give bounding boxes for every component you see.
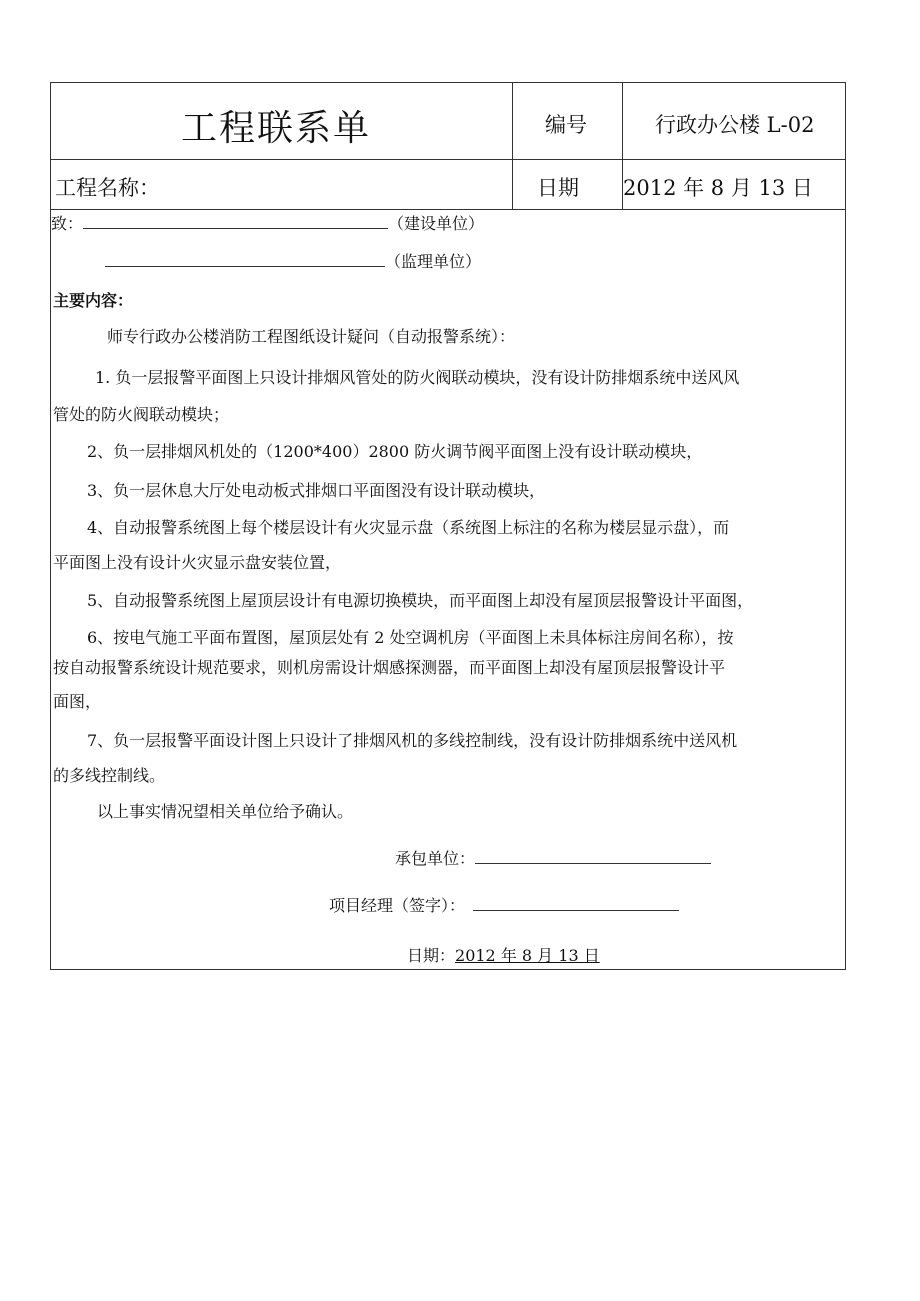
supervisor-unit-blank [105,250,385,267]
content-heading: 主要内容： [53,291,134,310]
owner-unit-label: （建设单位） [388,214,485,233]
number-label: 编号 [545,113,587,137]
content-intro: 师专行政办公楼消防工程图纸设计疑问（自动报警系统）： [107,327,516,346]
form-title: 工程联系单 [181,108,372,149]
supervisor-line [105,249,481,272]
contractor-line [395,846,711,869]
item-1-line-2: 管处的防火阀联动模块； [53,405,230,424]
item-6-line-2: 按自动报警系统设计规范要求，则机房需设计烟感探测器，而平面图上却没有屋顶层报警设计平 [53,658,726,677]
supervisor-unit-label: （监理单位） [385,252,482,271]
sign-date-value: 2012 年 8 月 13 日 [455,946,600,965]
date-label: 日期 [537,176,579,200]
to-line [51,211,484,234]
column-divider-1 [512,83,513,209]
owner-unit-blank [83,212,388,229]
header-bottom-divider [51,209,845,210]
number-value: 行政办公楼 L-02 [655,113,815,137]
item-2-line-1: 2、负一层排烟风机处的（1200*400）2800 防火调节阀平面图上没有设计联动模块， [87,442,703,461]
item-3-line-1: 3、负一层休息大厅处电动板式排烟口平面图没有设计联动模块， [87,481,546,500]
item-7-line-1: 7、负一层报警平面设计图上只设计了排烟风机的多线控制线，没有设计防排烟系统中送风机 [87,731,738,750]
closing-statement: 以上事实情况望相关单位给予确认。 [97,802,354,821]
project-name-label: 工程名称： [55,176,160,200]
manager-line [329,893,679,916]
date-value: 2012 年 8 月 13 日 [623,176,813,200]
item-7-line-2: 的多线控制线。 [53,766,166,785]
item-5-line-1: 5、自动报警系统图上屋顶层设计有电源切换模块，而平面图上却没有屋顶层报警设计平面图， [87,591,754,610]
to-label: 致： [51,214,84,233]
item-6-line-3: 面图， [53,692,102,711]
manager-label: 项目经理（签字）： [329,896,466,915]
contact-form [50,82,846,970]
contractor-blank [475,847,711,864]
item-1-line-1: 1. 负一层报警平面图上只设计排烟风管处的防火阀联动模块，没有设计防排烟系统中送风风 [95,368,740,387]
item-4-line-1: 4、自动报警系统图上每个楼层设计有火灾显示盘（系统图上标注的名称为楼层显示盘），而 [87,518,730,537]
sign-date-label: 日期： [407,946,456,965]
header-divider [51,159,845,160]
sign-date-line [407,943,600,966]
contractor-label: 承包单位： [395,849,476,868]
item-6-line-1: 6、按电气施工平面布置图，屋顶层处有 2 处空调机房（平面图上未具体标注房间名称），按 [87,628,734,647]
manager-signature-blank [473,894,679,911]
item-4-line-2: 平面图上没有设计火灾显示盘安装位置， [53,553,342,572]
